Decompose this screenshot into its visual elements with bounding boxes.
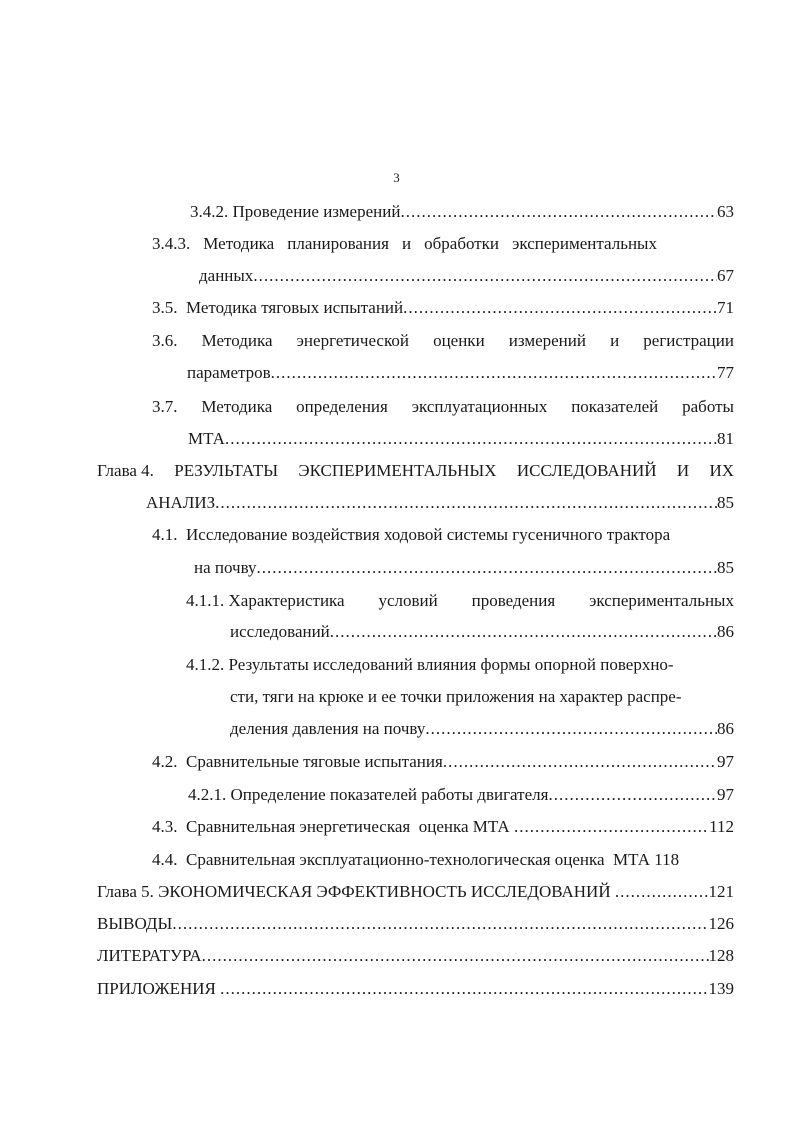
dot-leader	[615, 882, 709, 902]
toc-entry-page: 81	[717, 429, 734, 448]
toc-entry-page: 97	[717, 752, 734, 771]
toc-entry-page: 85	[717, 493, 734, 512]
toc-entry-4-3[interactable]	[152, 817, 734, 837]
toc-entry-4-1-1[interactable]	[186, 591, 734, 611]
page-number: 3	[393, 170, 400, 185]
toc-entry-title-cont: на почву	[194, 558, 257, 577]
toc-word: Методика	[201, 331, 273, 350]
toc-word: Методика	[203, 234, 275, 253]
dot-leader	[443, 752, 717, 772]
toc-entry-title: 4.2. Сравнительные тяговые испытания	[152, 752, 443, 771]
toc-word: работы	[682, 397, 734, 416]
dot-leader	[403, 298, 717, 318]
toc-entry-title-cont: деления давления на почву	[230, 719, 426, 738]
toc-entry-title-cont: МТА	[188, 429, 225, 448]
toc-word: 3.6.	[152, 331, 178, 350]
dot-leader	[215, 493, 717, 513]
toc-entry-4-4[interactable]: 4.4. Сравнительная эксплуатационно-технологическая оценка МТА 118	[152, 850, 680, 869]
toc-chapter-4[interactable]	[97, 461, 734, 481]
dot-leader	[202, 946, 709, 966]
toc-word: энергетической	[296, 331, 409, 350]
dot-leader	[330, 622, 717, 642]
toc-conclusions[interactable]	[97, 914, 734, 934]
toc-word: Методика	[201, 397, 273, 416]
toc-word: и	[401, 234, 412, 253]
toc-entry-title: ЛИТЕРАТУРА	[97, 946, 202, 965]
toc-appendices[interactable]	[97, 979, 734, 999]
toc-word: экспериментальных	[512, 234, 657, 253]
toc-entry-title-cont: АНАЛИЗ	[146, 493, 216, 512]
toc-word: проведения	[471, 591, 556, 610]
toc-chapter-4-cont[interactable]	[146, 493, 734, 513]
toc-entry-3-4-3-cont[interactable]	[199, 266, 734, 286]
toc-word: измерений	[508, 331, 586, 350]
toc-entry-page: 121	[708, 882, 734, 901]
toc-entry-title: 4.3. Сравнительная энергетическая оценка МТА	[152, 817, 514, 836]
toc-entry-page: 128	[708, 946, 734, 965]
toc-entry-3-6-cont[interactable]	[187, 363, 734, 383]
toc-word: планирования	[287, 234, 389, 253]
toc-entry-4-1-2[interactable]: 4.1.2. Результаты исследований влияния формы опорной поверхно-	[186, 655, 674, 674]
toc-word: экспериментальных	[589, 591, 734, 610]
toc-word: обработки	[424, 234, 500, 253]
toc-word: 3.4.3.	[152, 234, 191, 253]
toc-entry-title: 3.4.2. Проведение измерений	[190, 202, 401, 221]
toc-word: ИХ	[709, 461, 734, 480]
toc-entry-3-4-2[interactable]	[190, 202, 734, 222]
toc-entry-title-cont: исследований	[230, 622, 330, 641]
toc-entry-page: 77	[717, 363, 734, 382]
dot-leader	[225, 429, 717, 449]
toc-entry-page: 86	[717, 719, 734, 738]
dot-leader	[172, 914, 708, 934]
toc-entry-title: ВЫВОДЫ	[97, 914, 173, 933]
toc-entry-title: Глава 5. ЭКОНОМИЧЕСКАЯ ЭФФЕКТИВНОСТЬ ИССЛЕДОВАНИЙ	[97, 882, 615, 901]
toc-entry-3-4-3[interactable]	[152, 234, 657, 254]
toc-entry-4-2[interactable]	[152, 752, 734, 772]
dot-leader	[220, 979, 708, 999]
toc-entry-page: 126	[708, 914, 734, 933]
toc-entry-4-2-1[interactable]	[188, 785, 734, 805]
toc-entry-4-1[interactable]: 4.1. Исследование воздействия ходовой системы гусеничного трактора	[152, 525, 671, 544]
toc-word: 3.7.	[152, 397, 178, 416]
toc-word: И	[676, 461, 690, 480]
toc-entry-page: 67	[717, 266, 734, 285]
toc-word: 4.1.1. Характеристика	[186, 591, 345, 610]
toc-word: ИССЛЕДОВАНИЙ	[516, 461, 657, 480]
toc-entry-4-1-2-cont[interactable]	[230, 719, 734, 739]
toc-word: оценки	[433, 331, 485, 350]
toc-word: РЕЗУЛЬТАТЫ	[174, 461, 279, 480]
toc-entry-3-7[interactable]	[152, 397, 734, 417]
toc-entry-page: 71	[717, 298, 734, 317]
toc-word: и	[610, 331, 620, 350]
toc-word: условий	[378, 591, 438, 610]
toc-entry-page: 112	[709, 817, 734, 836]
toc-word: ЭКСПЕРИМЕНТАЛЬНЫХ	[298, 461, 497, 480]
dot-leader	[514, 817, 709, 837]
dot-leader	[425, 719, 717, 739]
toc-word: Глава 4.	[97, 461, 154, 480]
dot-leader	[400, 202, 717, 222]
toc-entry-page: 139	[708, 979, 734, 998]
toc-entry-page: 86	[717, 622, 734, 641]
toc-entry-3-5[interactable]	[152, 298, 734, 318]
toc-entry-page: 63	[717, 202, 734, 221]
toc-word: регистрации	[643, 331, 734, 350]
toc-entry-title: 3.5. Методика тяговых испытаний	[152, 298, 404, 317]
toc-entry-title: 4.2.1. Определение показателей работы двигателя	[188, 785, 549, 804]
dot-leader	[548, 785, 717, 805]
toc-entry-4-1-cont[interactable]	[194, 558, 734, 578]
toc-entry-3-7-cont[interactable]	[188, 429, 734, 449]
toc-literature[interactable]	[97, 946, 734, 966]
toc-entry-4-1-1-cont[interactable]	[230, 622, 734, 642]
toc-chapter-5[interactable]	[97, 882, 734, 902]
toc-entry-3-6[interactable]	[152, 331, 734, 351]
toc-entry-title: ПРИЛОЖЕНИЯ	[97, 979, 221, 998]
toc-entry-title-cont: данных	[199, 266, 254, 285]
dot-leader	[253, 266, 717, 286]
dot-leader	[271, 363, 717, 383]
toc-word: эксплуатационных	[411, 397, 548, 416]
toc-entry-page: 97	[717, 785, 734, 804]
toc-word: показателей	[571, 397, 659, 416]
toc-entry-title-cont: параметров	[187, 363, 271, 382]
dot-leader	[257, 558, 717, 578]
toc-entry-4-1-2-line2[interactable]: сти, тяги на крюке и ее точки приложения на характер распре-	[230, 687, 682, 706]
toc-entry-page: 85	[717, 558, 734, 577]
toc-word: определения	[296, 397, 388, 416]
